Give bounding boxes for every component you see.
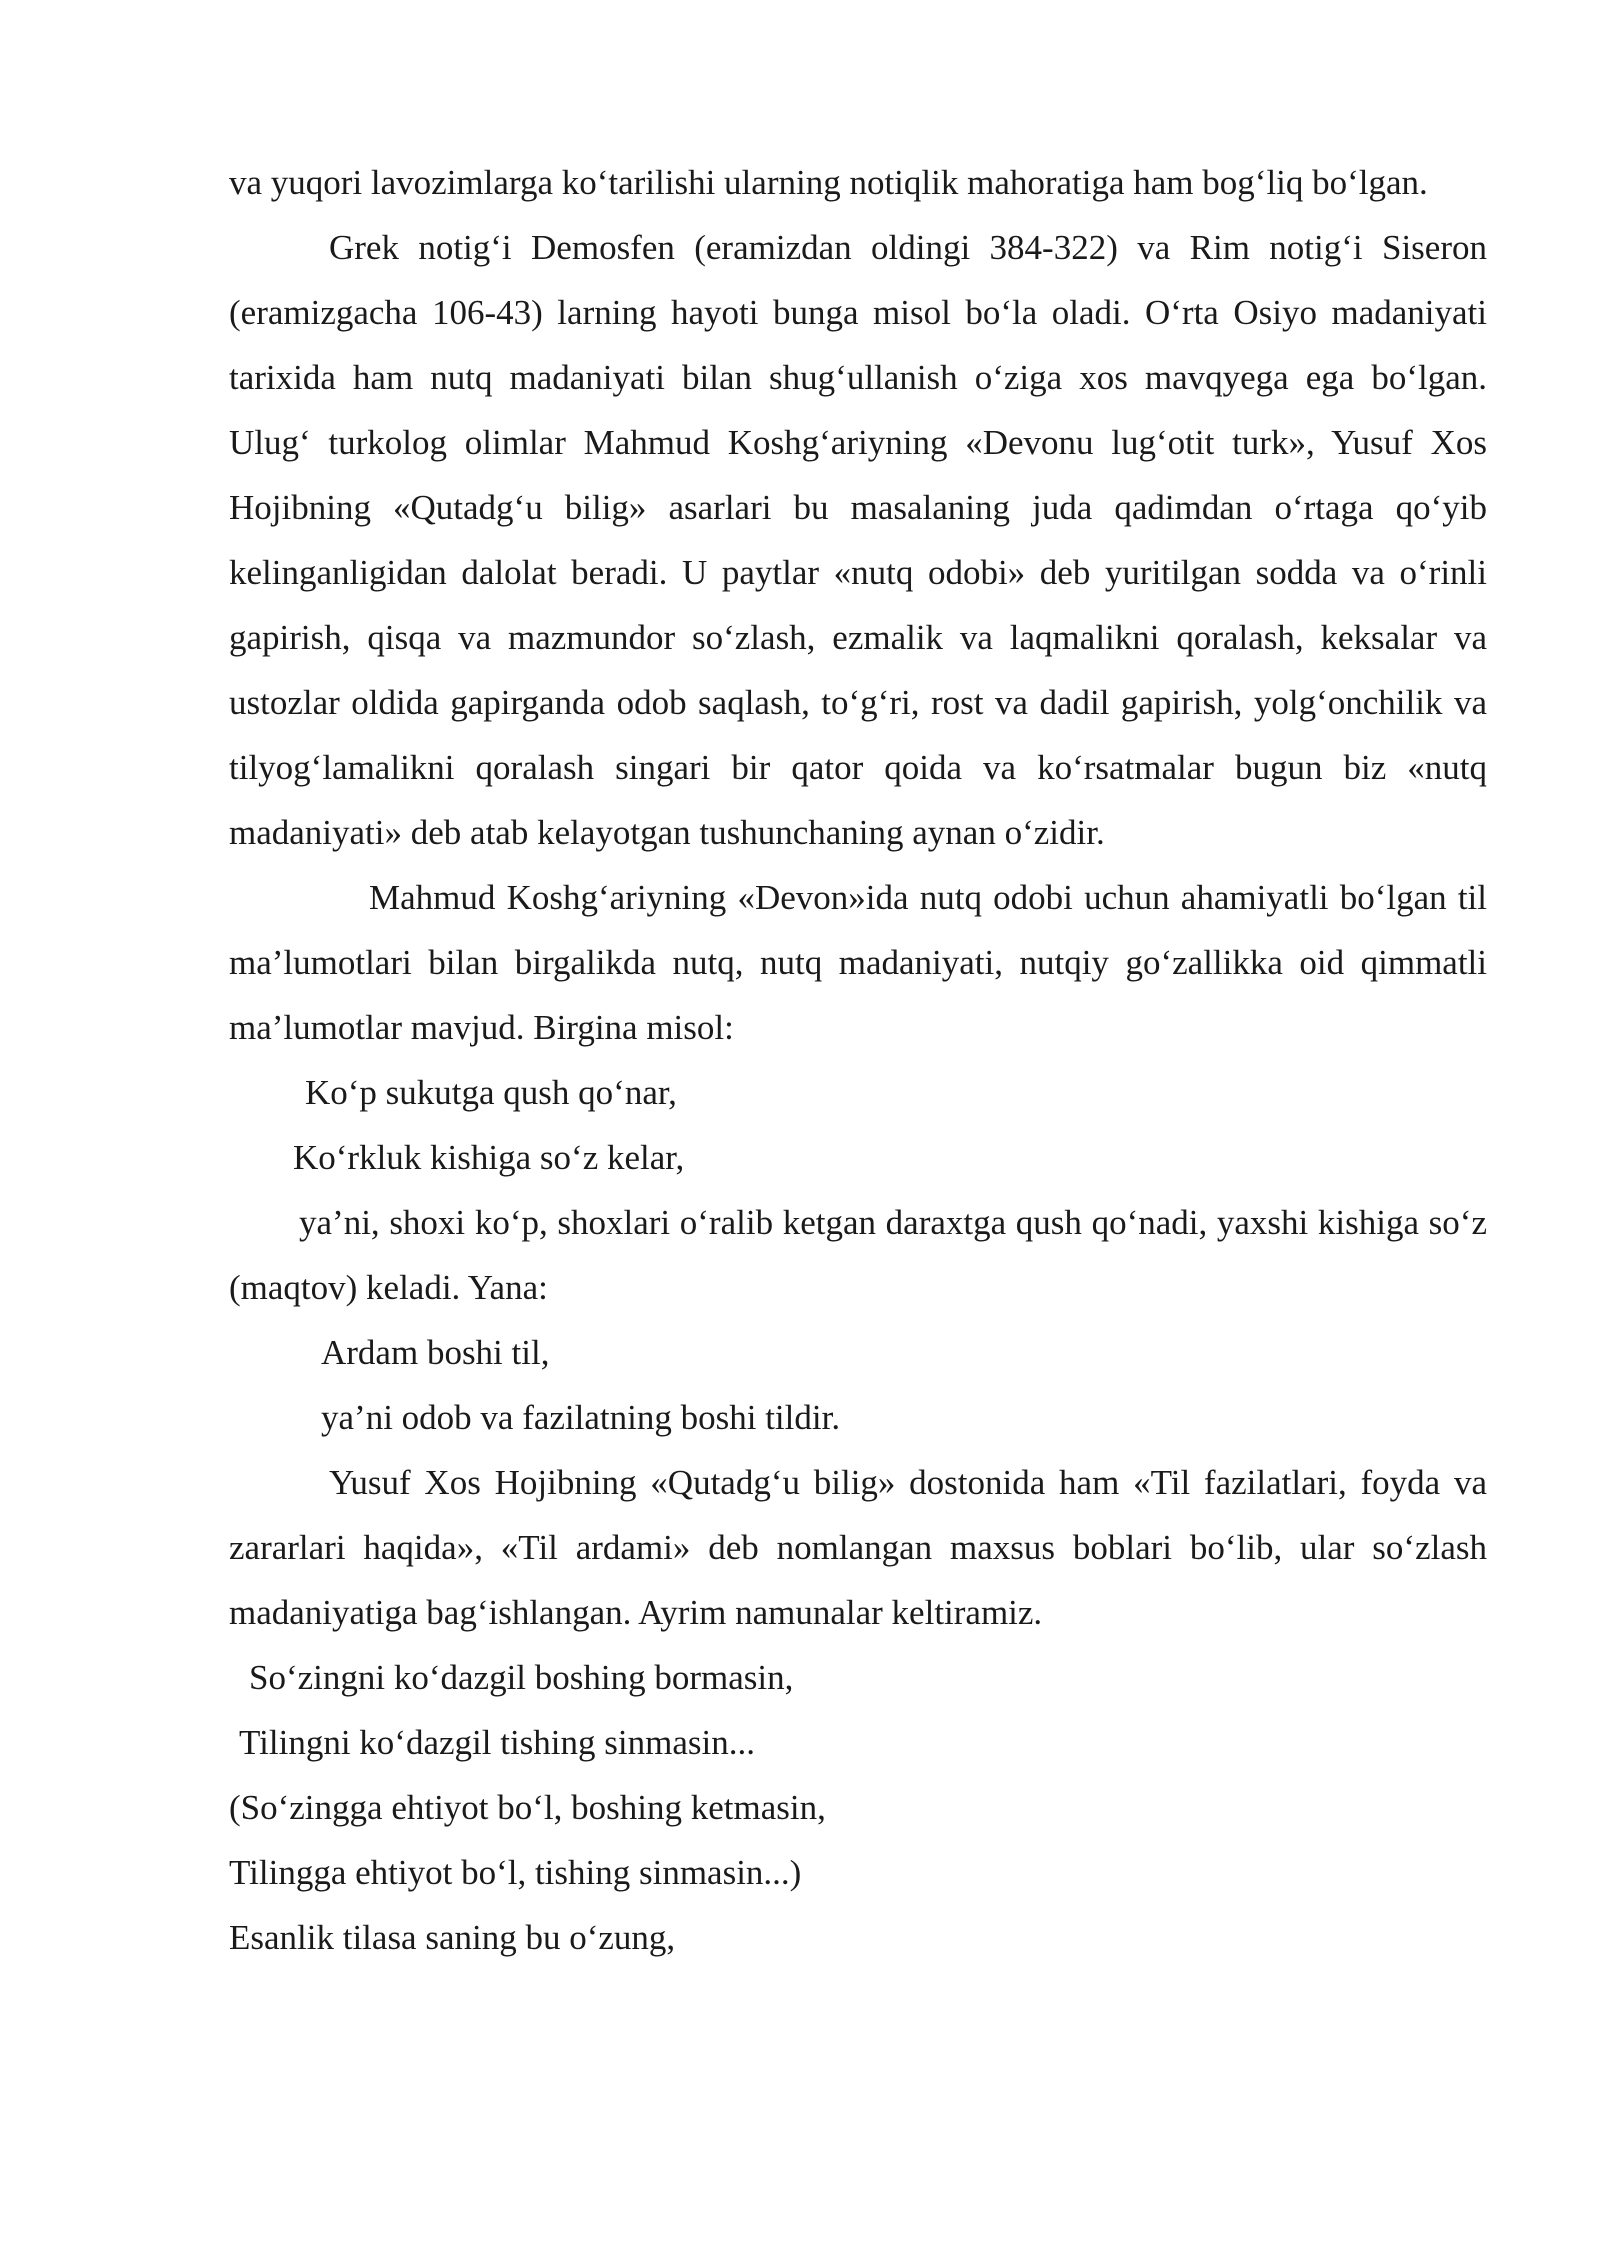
verse-3-line-5: Esanlik tilasa saning bu o‘zung, (229, 1918, 676, 1957)
paragraph-1: va yuqori lavozimlarga ko‘tarilishi ularning notiqlik mahoratiga ham bog‘liq bo‘lgan. (229, 163, 1428, 202)
verse-3-line-1: So‘zingni ko‘dazgil boshing bormasin, (249, 1658, 794, 1697)
verse-2-line-1: Ardam boshi til, (321, 1333, 550, 1372)
paragraph-4: ya’ni, shoxi ko‘p, shoxlari o‘ralib ketgan daraxtga qush qo‘nadi, yaxshi kishiga so‘z (maqtov) keladi. Yana: (229, 1203, 1487, 1307)
verse-3-line-2: Tilingni ko‘dazgil tishing sinmasin... (239, 1723, 755, 1762)
paragraph-2: Grek notig‘i Demosfen (eramizdan oldingi 384-322) va Rim notig‘i Siseron (eramizgacha 106-43) larning hayoti bunga misol bo‘la oladi. O‘rta Osiyo madaniyati tarixida ham nutq madaniyati bilan shug‘ullanish o‘ziga xos mavqyega ega bo‘lgan. Ulug‘ turkolog olimlar Mahmud Koshg‘ariyning «Devonu lug‘otit turk», Yusuf Xos Hojibning «Qutadg‘u bilig» asarlari bu masalaning juda qadimdan o‘rtaga qo‘yib kelinganligidan dalolat beradi. U paytlar «nutq odobi» deb yuritilgan sodda va o‘rinli gapirish, qisqa va mazmundor so‘zlash, ezmalik va laqmalikni qoralash, keksalar va ustozlar oldida gapirganda odob saqlash, to‘g‘ri, rost va dadil gapirish, yolg‘onchilik va tilyog‘lamalikni qoralash singari bir qator qoida va ko‘rsatmalar bugun biz «nutq madaniyati» deb atab kelayotgan tushunchaning aynan o‘zidir. (229, 228, 1487, 852)
verse-3-line-3: (So‘zingga ehtiyot bo‘l, boshing ketmasin, (229, 1788, 826, 1827)
verse-2-line-2: ya’ni odob va fazilatning boshi tildir. (321, 1398, 841, 1437)
paragraph-3: Mahmud Koshg‘ariyning «Devon»ida nutq odobi uchun ahamiyatli bo‘lgan til ma’lumotlari bilan birgalikda nutq, nutq madaniyati, nutqiy go‘zallikka oid qimmatli ma’lumotlar mavjud. Birgina misol: (229, 878, 1487, 1047)
verse-3-line-4: Tilingga ehtiyot bo‘l, tishing sinmasin...) (229, 1853, 802, 1892)
verse-1-line-1: Ko‘p sukutga qush qo‘nar, (305, 1073, 677, 1112)
verse-1-line-2: Ko‘rkluk kishiga so‘z kelar, (293, 1138, 685, 1177)
body-text (229, 150, 1487, 1970)
paragraph-5: Yusuf Xos Hojibning «Qutadg‘u bilig» dostonida ham «Til fazilatlari, foyda va zararlari haqida», «Til ardami» deb nomlangan maxsus boblari bo‘lib, ular so‘zlash madaniyatiga bag‘ishlangan. Ayrim namunalar keltiramiz. (229, 1463, 1487, 1632)
